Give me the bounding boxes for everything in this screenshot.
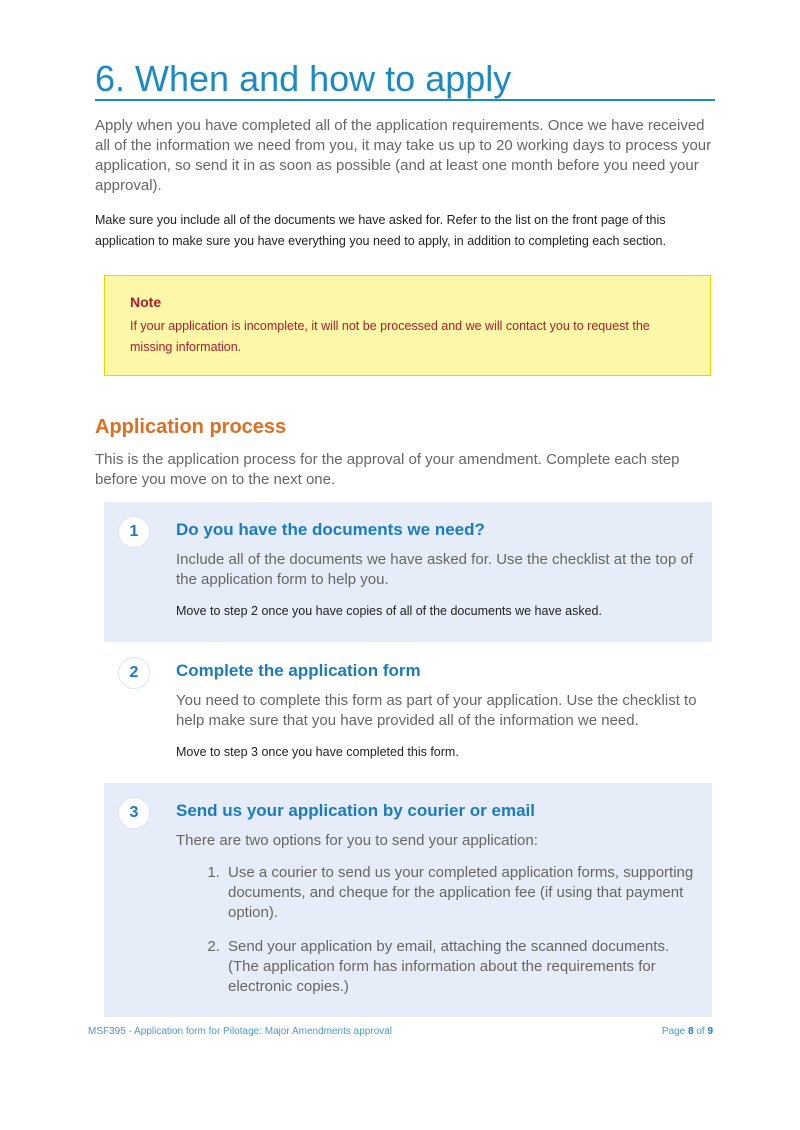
step-note: Move to step 3 once you have completed this form.	[176, 745, 459, 759]
step-title: Do you have the documents we need?	[176, 520, 485, 539]
step-2	[104, 643, 712, 783]
option-item: 2. Send your application by email, attaching the scanned documents. (The application form has information about the requirements for electronic copies.)	[224, 937, 702, 997]
step-3	[104, 783, 712, 1017]
note-box	[104, 275, 711, 376]
step-1	[104, 502, 712, 642]
step-note: Move to step 2 once you have copies of all of the documents we have asked.	[176, 604, 602, 618]
intro-paragraph: Apply when you have completed all of the application requirements. Once we have received all of the information we need from you, it may take us up to 20 working days to process your application, so send it in as soon as possible (and at least one month before you need your approval).	[95, 117, 712, 194]
step-number: 2	[118, 657, 150, 689]
options-list	[176, 863, 702, 997]
footer-doc-title: MSF395 - Application form for Pilotage: Major Amendments approval	[88, 1026, 393, 1037]
page-title: 6. When and how to apply	[95, 58, 512, 99]
step-body: There are two options for you to send your application:	[176, 832, 538, 849]
process-intro: This is the application process for the approval of your amendment. Complete each step before you move on to the next one.	[95, 451, 680, 488]
page-number: Page 8 of 9	[661, 1026, 713, 1037]
title-rule	[95, 99, 715, 101]
section-heading: Application process	[95, 416, 287, 438]
option-item: 1. Use a courier to send us your completed application forms, supporting documents, and cheque for the application fee (if using that payment option).	[224, 863, 702, 923]
intro-paragraph-2: Make sure you include all of the documents we have asked for. Refer to the list on the front page of this application to make sure you have everything you need to apply, in addition to completing each section.	[95, 213, 666, 248]
step-title: Complete the application form	[176, 661, 421, 680]
footer	[88, 1026, 713, 1037]
step-number: 3	[118, 797, 150, 829]
step-body: You need to complete this form as part of your application. Use the checklist to help make sure that you have provided all of the information we need.	[176, 692, 697, 729]
note-title: Note	[130, 294, 162, 310]
step-title: Send us your application by courier or email	[176, 801, 535, 820]
step-body: Include all of the documents we have asked for. Use the checklist at the top of the application form to help you.	[176, 551, 693, 588]
step-number: 1	[118, 516, 150, 548]
note-body: If your application is incomplete, it will not be processed and we will contact you to request the missing information.	[130, 319, 650, 354]
